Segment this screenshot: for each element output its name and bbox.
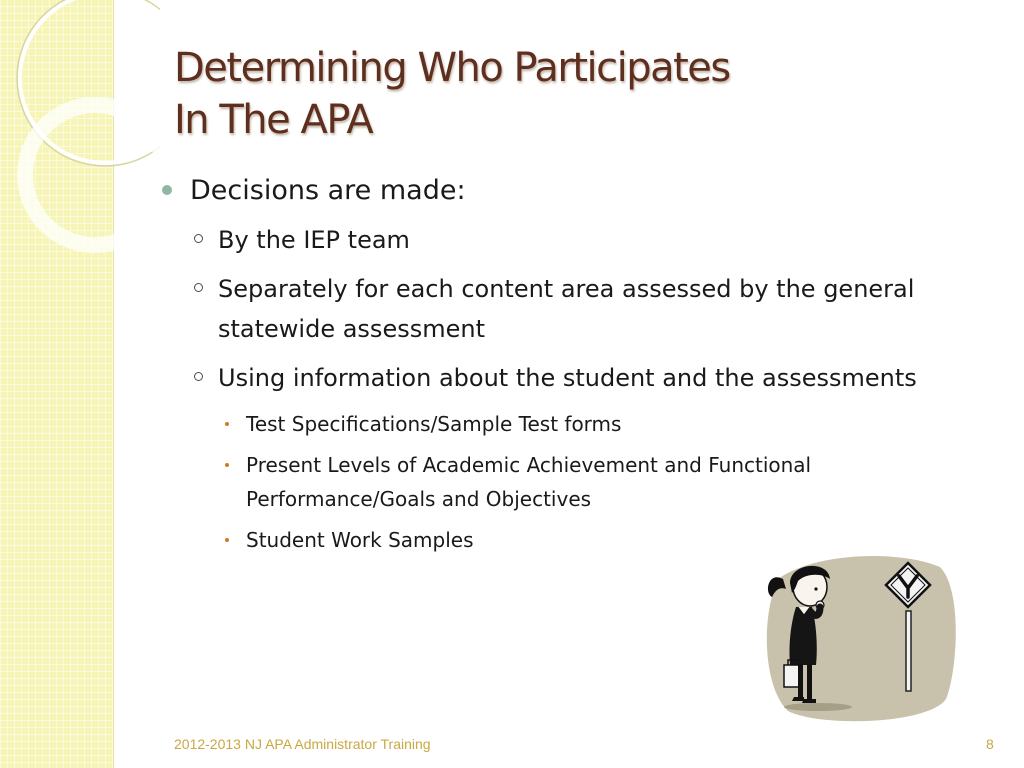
bullet-small-dot-icon [225,422,229,426]
bullet-ring-icon [194,234,203,243]
bullet-text: Present Levels of Academic Achievement and Functional Performance/Goals and Objectives [246,453,812,511]
slide-number: 8 [986,736,994,752]
bullet-level3 [160,448,926,516]
bullet-text: Using information about the student and the assessments [218,364,917,392]
bullet-text: Student Work Samples [246,528,474,552]
bullet-small-dot-icon [225,538,229,542]
bullet-list [160,172,940,564]
bullet-text: Separately for each content area assessed by the general statewide assessment [218,275,915,343]
slide-title [174,42,730,146]
decorative-left-band [0,0,114,768]
bullet-text: Test Specifications/Sample Test forms [246,412,622,436]
bullet-ring-icon [194,283,203,292]
bullet-level2 [160,269,940,349]
bullet-dot-icon [162,185,172,195]
title-line-2: In The APA [174,97,373,143]
bullet-small-dot-icon [225,463,229,467]
woman-at-crossroads-illustration [758,549,962,727]
sign-post [906,611,911,691]
bullet-text: By the IEP team [218,226,410,254]
bullet-level2 [160,358,940,398]
bullet-text: Decisions are made: [190,175,466,206]
bullet-level2 [160,220,940,260]
bullet-level3 [160,407,940,441]
footer-text: 2012-2013 NJ APA Administrator Training [174,736,431,752]
bullet-level1 [160,172,940,210]
title-line-1: Determining Who Participates [174,45,730,91]
bullet-ring-icon [194,372,203,381]
